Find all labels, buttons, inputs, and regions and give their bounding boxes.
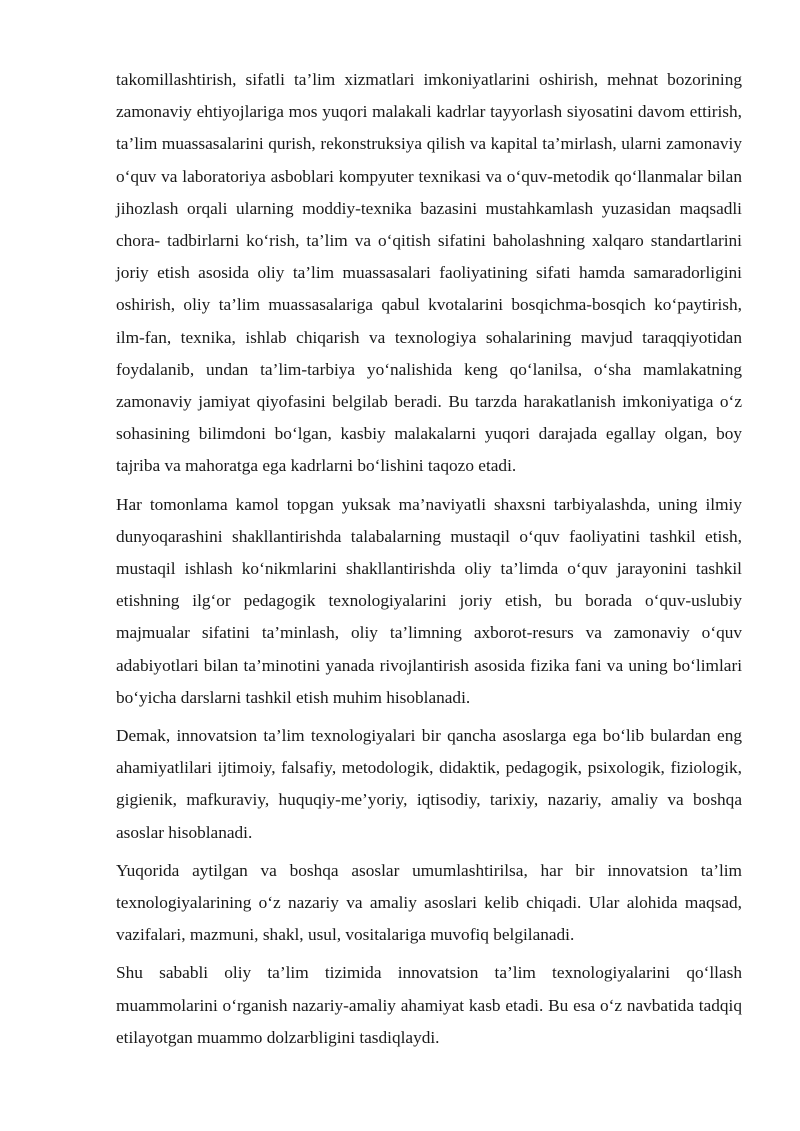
paragraph-3: Demak, innovatsion ta’lim texnologiyalari bir qancha asoslarga ega bo‘lib bulardan eng ahamiyatlilari ijtimoiy, falsafiy, metodologik, didaktik, pedagogik, psixologik, fiziologik, gigienik, mafkuraviy, huquqiy-me’yoriy, iqtisodiy, tarixiy, nazariy, amaliy va boshqa asoslar hisoblanadi. <box>116 726 742 842</box>
paragraph-2: Har tomonlama kamol topgan yuksak ma’naviyatli shaxsni tarbiyalashda, uning ilmiy dunyoqarashini shakllantirishda talabalarning mustaqil o‘quv faoliyatini tashkil etish, mustaqil ishlash ko‘nikmlarini shakllantirishda oliy ta’limda o‘quv jarayonini tashkil etishning ilg‘or pedagogik texnologiyalarini joriy etish, bu borada o‘quv-uslubiy majmualar sifatini ta’minlash, oliy ta’limning axborot-resurs va zamonaviy o‘quv adabiyotlari bilan ta’minotini yanada rivojlantirish asosida fizika fani va uning bo‘limlari bo‘yicha darslarni tashkil etish muhim hisoblanadi. <box>116 494 742 707</box>
paragraph-4: Yuqorida aytilgan va boshqa asoslar umumlashtirilsa, har bir innovatsion ta’lim texnologiyalarining o‘z nazariy va amaliy asoslari kelib chiqadi. Ular alohida maqsad, vazifalari, mazmuni, shakl, usul, vositalariga muvofiq belgilanadi. <box>116 860 742 945</box>
paragraph-5: Shu sababli oliy ta’lim tizimida innovatsion ta’lim texnologiyalarini qo‘llash muammolarini o‘rganish nazariy-amaliy ahamiyat kasb etadi. Bu esa o‘z navbatida tadqiq etilayotgan muammo dolzarbligini tasdiqlaydi. <box>116 963 742 1047</box>
paragraph-1: takomillashtirish, sifatli ta’lim xizmatlari imkoniyatlarini oshirish, mehnat bozorining zamonaviy ehtiyojlariga mos yuqori malakali kadrlar tayyorlash siyosatini davom ettirish, ta’lim muassasalarini qurish, rekonstruksiya qilish va kapital ta’mirlash, ularni zamonaviy o‘quv va laboratoriya asboblari kompyuter texnikasi va o‘quv-metodik qo‘llanmalar bilan jihozlash orqali ularning moddiy-texnika bazasini mustahkamlash yuzasidan maqsadli chora- tadbirlarni ko‘rish, ta’lim va o‘qitish sifatini baholashning xalqaro standartlarini joriy etish asosida oliy ta’lim muassasalari faoliyatining sifati hamda samaradorligini oshirish, oliy ta’lim muassasalariga qabul kvotalarini bosqichma-bosqich ko‘paytirish, ilm-fan, texnika, ishlab chiqarish va texnologiya sohalarining mavjud taraqqiyotidan foydalanib, undan ta’lim-tarbiya yo‘nalishida keng qo‘lanilsa, o‘sha mamlakatning zamonaviy jamiyat qiyofasini belgilab beradi. Bu tarzda harakatlanish imkoniyatiga o‘z sohasining bilimdoni bo‘lgan, kasbiy malakalarni yuqori darajada egallay olgan, boy tajriba va mahoratga ega kadrlarni bo‘lishini taqozo etadi. <box>116 70 742 476</box>
document-page <box>116 64 742 1060</box>
